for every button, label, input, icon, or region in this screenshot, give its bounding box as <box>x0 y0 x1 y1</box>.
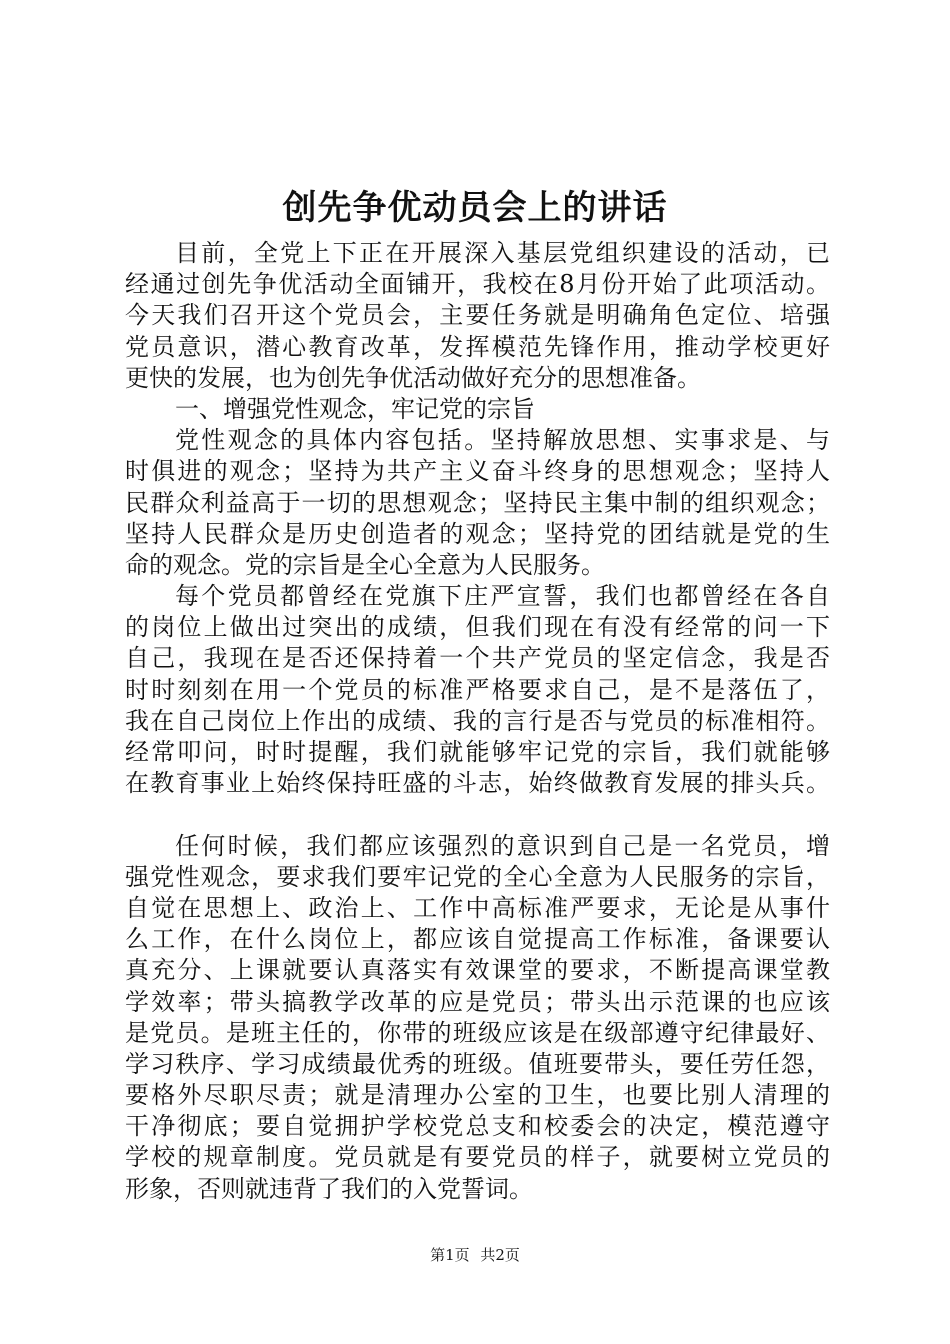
text-line: 时俱进的观念；坚持为共产主义奋斗终身的思想观念；坚持人 <box>125 457 830 486</box>
text-line: 我在自己岗位上作出的成绩、我的言行是否与党员的标准相符。 <box>125 706 830 735</box>
paragraph-spacer <box>125 799 830 830</box>
text-line: 的岗位上做出过突出的成绩，但我们现在有没有经常的问一下 <box>125 613 830 642</box>
document-body <box>125 238 830 1205</box>
text-line: 自己，我现在是否还保持着一个共产党员的坚定信念，我是否 <box>125 644 830 673</box>
document-title: 创先争优动员会上的讲话 <box>282 188 668 228</box>
text-line: 在教育事业上始终保持旺盛的斗志，始终做教育发展的排头兵。 <box>125 769 830 798</box>
text-line: 更快的发展，也为创先争优活动做好充分的思想准备。 <box>125 363 701 392</box>
text-line: 党性观念的具体内容包括。坚持解放思想、实事求是、与 <box>175 426 830 455</box>
text-line: 干净彻底；要自觉拥护学校党总支和校委会的决定，模范遵守 <box>125 1112 830 1141</box>
page-number: 第1页 <box>430 1246 470 1264</box>
text-line: 形象，否则就违背了我们的入党誓词。 <box>125 1174 533 1203</box>
paragraph-oath <box>125 581 830 799</box>
section-heading-text: 一、增强党性观念，牢记党的宗旨 <box>175 394 535 423</box>
text-line: 党员意识，潜心教育改革，发挥模范先锋作用，推动学校更好 <box>125 332 830 361</box>
text-line: 自觉在思想上、政治上、工作中高标准严要求，无论是从事什 <box>125 893 830 922</box>
page-total: 共2页 <box>480 1246 520 1264</box>
text-line: 目前，全党上下正在开展深入基层党组织建设的活动，已 <box>175 239 830 267</box>
text-line: 今天我们召开这个党员会，主要任务就是明确角色定位、培强 <box>125 301 830 330</box>
text-line: 么工作，在什么岗位上，都应该自觉提高工作标准，备课要认 <box>125 925 830 954</box>
text-line: 真充分、上课就要认真落实有效课堂的要求，不断提高课堂教 <box>125 956 830 985</box>
text-line: 学习秩序、学习成绩最优秀的班级。值班要带头，要任劳任怨， <box>125 1049 830 1078</box>
text-line: 命的观念。党的宗旨是全心全意为人民服务。 <box>125 550 605 579</box>
section-heading <box>125 394 830 425</box>
text-line: 民群众利益高于一切的思想观念；坚持民主集中制的组织观念； <box>125 488 830 517</box>
text-line: 时时刻刻在用一个党员的标准严格要求自己，是不是落伍了， <box>125 675 830 704</box>
page-footer <box>0 1244 950 1266</box>
text-line: 学校的规章制度。党员就是有要党员的样子，就要树立党员的 <box>125 1143 830 1172</box>
text-line: 强党性观念，要求我们要牢记党的全心全意为人民服务的宗旨， <box>125 862 830 891</box>
paragraph-awareness <box>125 831 830 1205</box>
paragraph-party-concepts <box>125 425 830 581</box>
paragraph-intro <box>125 238 830 394</box>
text-line: 经常叩问，时时提醒，我们就能够牢记党的宗旨，我们就能够 <box>125 738 830 766</box>
text-line: 每个党员都曾经在党旗下庄严宣誓，我们也都曾经在各自 <box>175 582 830 611</box>
text-line: 坚持人民群众是历史创造者的观念；坚持党的团结就是党的生 <box>125 519 830 548</box>
text-line: 经通过创先争优活动全面铺开，我校在8月份开始了此项活动。 <box>125 270 830 299</box>
text-line: 学效率；带头搞教学改革的应是党员；带头出示范课的也应该 <box>125 987 830 1016</box>
text-line: 任何时候，我们都应该强烈的意识到自己是一名党员，增 <box>175 831 830 860</box>
text-line: 是党员。是班主任的，你带的班级应该是在级部遵守纪律最好、 <box>125 1018 830 1047</box>
text-line: 要格外尽职尽责；就是清理办公室的卫生，也要比别人清理的 <box>125 1081 830 1110</box>
